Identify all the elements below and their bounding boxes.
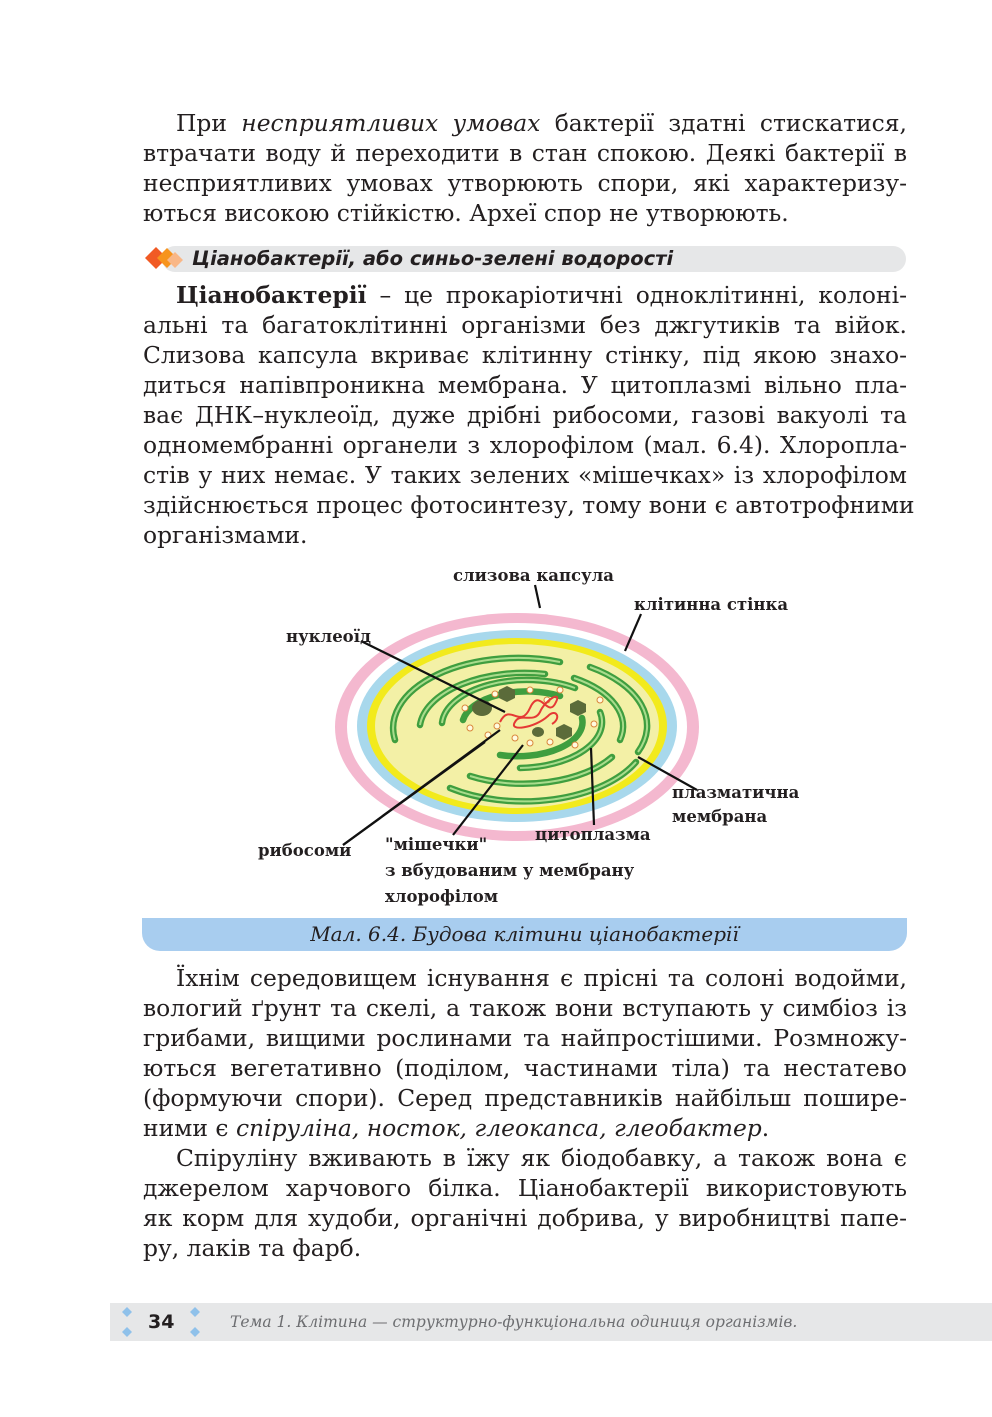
paragraph-unfavorable-conditions (143, 108, 907, 228)
text-run: ються вегетативно (поділом, частинами тіла) та нестатево (143, 1054, 907, 1082)
text-run: ються високою стійкістю. Археї спор не утворюють. (143, 199, 789, 227)
text-run: одномембранні органели з хлорофілом (мал. 6.4). Хлоропла- (143, 431, 907, 459)
label-ribosomes: рибосоми (258, 841, 352, 860)
text-line (143, 430, 907, 460)
text-run: джерелом харчового білка. Ціанобактерії використовують (143, 1174, 907, 1202)
text-run: диться напівпроникна мембрана. У цитоплазмі вільно пла- (143, 371, 907, 399)
text-run: альні та багатоклітинні організми без джгутиків та війок. (143, 311, 907, 339)
text-line (143, 168, 907, 198)
text-run: ними є (143, 1114, 236, 1142)
label-sacs-line2: з вбудованим у мембрану (385, 861, 635, 880)
text-line (143, 520, 907, 550)
text-run: несприятливих умовах утворюють спори, які характеризу- (143, 169, 907, 197)
label-nucleoid: нуклеоїд (286, 627, 371, 646)
text-line (143, 198, 907, 228)
text-run: здійснюється процес фотосинтезу, тому вони є автотрофними (143, 491, 915, 519)
text-run: При (176, 109, 242, 137)
text-run: організмами. (143, 521, 308, 549)
label-cytoplasm: цитоплазма (535, 825, 651, 844)
page-number: 34 (148, 1311, 175, 1333)
text-line (143, 1233, 907, 1263)
text-line (143, 1113, 907, 1143)
text-italic: несприятливих умовах (241, 109, 541, 137)
text-line (143, 108, 907, 138)
text-line (143, 993, 907, 1023)
text-line (143, 1173, 907, 1203)
text-run: (формуючи спори). Серед представників найбільш поширe- (143, 1084, 907, 1112)
text-run: Слизова капсула вкриває клітинну стінку, під якою знахо- (143, 341, 907, 369)
text-line (143, 963, 907, 993)
figure-caption (142, 918, 907, 951)
text-line (143, 1053, 907, 1083)
cell-diagram (250, 560, 810, 910)
text-run: втрачати воду й переходити в стан спокою. Деякі бактерії в (143, 139, 907, 167)
label-plasma-membrane-line1: плазматична (672, 783, 800, 802)
text-line (143, 1083, 907, 1113)
text-run: вологий ґрунт та скелі, а також вони вступають у симбіоз із (143, 994, 907, 1022)
label-plasma-membrane-line2: мембрана (672, 807, 768, 826)
label-mucous-capsule: слизова капсула (453, 566, 614, 585)
footer-diamond-right-icon (184, 1303, 204, 1341)
cyanobacteria-cell-figure (250, 560, 810, 910)
label-cell-wall: клітинна стінка (634, 595, 789, 614)
gas-vacuole (532, 727, 544, 737)
text-line (143, 370, 907, 400)
diamond-bullet-icon (142, 244, 190, 274)
text-line (143, 280, 907, 310)
text-run: Їхнім середовищем існування є прісні та солоні водойми, (176, 964, 907, 992)
section-heading (142, 244, 908, 274)
text-run: бактерії здатні стискатися, (540, 109, 907, 137)
text-run: як корм для худоби, органічні добрива, у виробництві папе- (143, 1204, 907, 1232)
paragraph-cyanobacteria-definition (143, 280, 915, 550)
section-title: Ціанобактерії, або синьо-зелені водорості (192, 247, 674, 270)
label-sacs-line3: хлорофілом (385, 887, 499, 906)
page-footer (110, 1303, 992, 1341)
paragraph-habitat (143, 963, 907, 1143)
text-run: ває ДНК–нуклеоїд, дуже дрібні рибосоми, газові вакуолі та (143, 401, 907, 429)
text-run: ру, лаків та фарб. (143, 1234, 362, 1262)
text-line (143, 340, 907, 370)
gas-vacuole (472, 700, 492, 716)
text-line (143, 138, 907, 168)
text-line (143, 1143, 907, 1173)
text-line (143, 460, 907, 490)
text-line (143, 490, 915, 520)
text-line (143, 1203, 907, 1233)
paragraph-uses (143, 1143, 907, 1263)
footer-topic: Тема 1. Клітина — структурно-функціональна одиниця організмів. (230, 1313, 798, 1331)
label-sacs-line1: "мішечки" (385, 835, 488, 854)
text-line (143, 310, 907, 340)
text-run: Спіруліну вживають в їжу як біодобавку, а також вона є (176, 1144, 907, 1172)
text-run: . (761, 1114, 770, 1142)
text-run: грибами, вищими рослинами та найпростішими. Розмножу- (143, 1024, 907, 1052)
text-line (143, 400, 907, 430)
text-run: стів у них немає. У таких зелених «мішечках» із хлорофілом (143, 461, 907, 489)
text-run: – це прокаріотичні одноклітинні, колоні- (366, 281, 907, 309)
text-line (143, 1023, 907, 1053)
figure-caption-text: Мал. 6.4. Будова клітини ціанобактерії (310, 922, 739, 946)
text-italic: спіруліна, носток, глеокапса, глеобактер (235, 1114, 762, 1142)
text-bold: Ціанобактерії (176, 281, 367, 309)
footer-diamond-left-icon (118, 1303, 138, 1341)
